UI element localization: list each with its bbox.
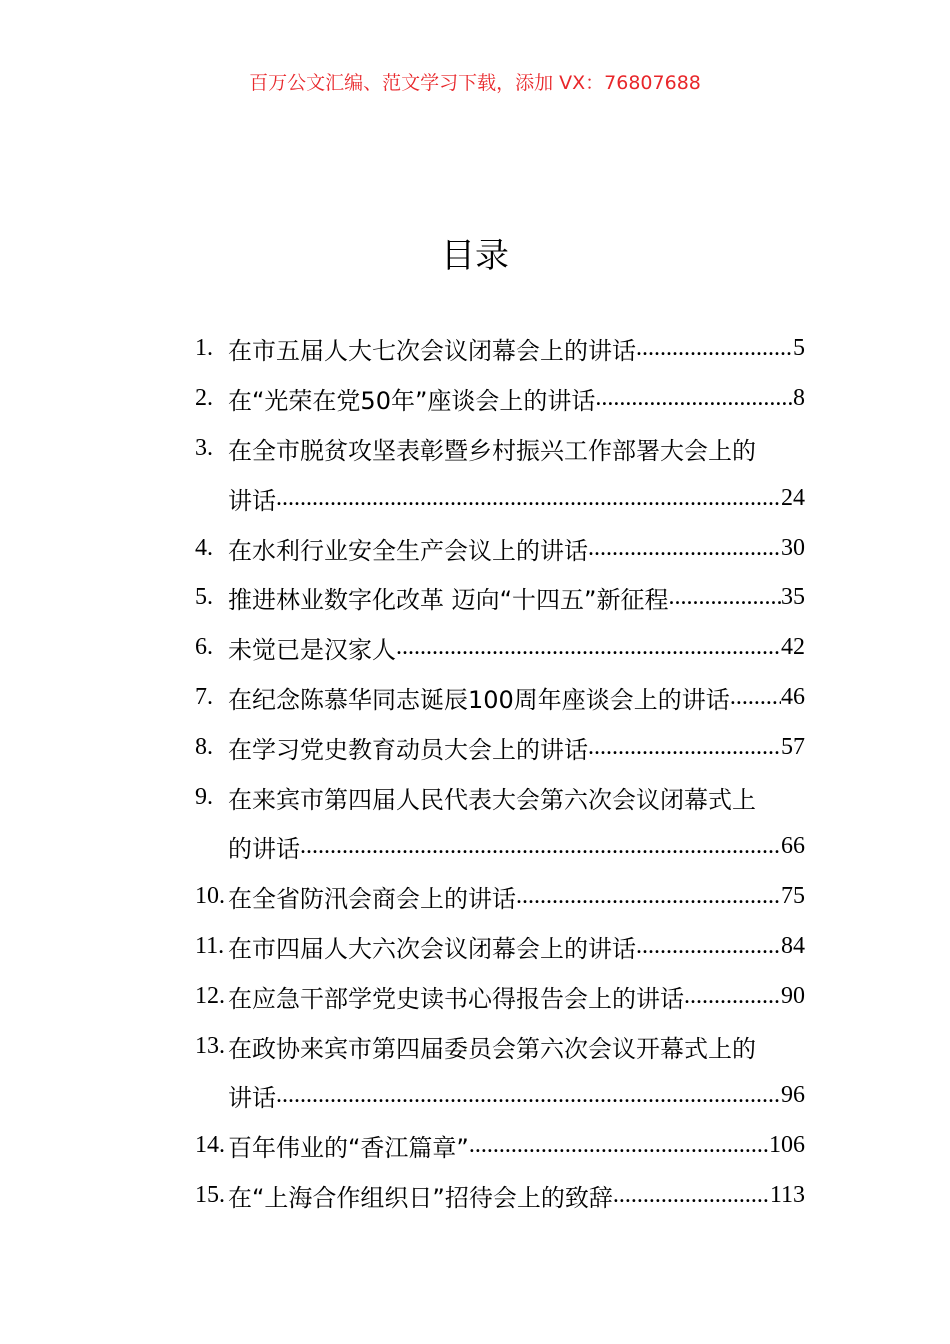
toc-leader-dots [669, 584, 782, 611]
toc-entry-title: 在市五届人大七次会议闭幕会上的讲话 [228, 337, 636, 366]
toc-leader-dots [588, 734, 781, 761]
toc-entry-page: 106 [769, 1132, 805, 1159]
toc-entry-page: 46 [781, 683, 805, 710]
toc-entry-number: 9. [195, 783, 213, 810]
toc-entry-page: 90 [781, 982, 805, 1009]
toc-entry[interactable] [195, 872, 805, 922]
toc-leader-dots [516, 883, 781, 910]
toc-entry-number: 14. [195, 1132, 225, 1159]
toc-entry-title: 讲话 [228, 486, 276, 515]
toc-entry-number: 6. [195, 634, 213, 661]
toc-entry-title: 在“光荣在党50年”座谈会上的讲话 [228, 387, 596, 416]
toc-entry-title: 在市四届人大六次会议闭幕会上的讲话 [228, 934, 636, 963]
toc-entry-number: 12. [195, 982, 225, 1009]
toc-leader-dots [636, 335, 793, 362]
watermark-header: 百万公文汇编、范文学习下载，添加 VX：76807688 [249, 72, 701, 94]
toc-entry[interactable] [195, 822, 805, 872]
toc-entry[interactable] [195, 374, 805, 424]
toc-leader-dots [613, 1182, 770, 1209]
table-of-contents [195, 324, 805, 1220]
toc-entry[interactable] [195, 971, 805, 1021]
toc-entry-title: 在学习党史教育动员大会上的讲话 [228, 735, 588, 764]
toc-entry-title: 百年伟业的“香江篇章” [228, 1134, 469, 1163]
toc-entry-page: 5 [793, 335, 805, 362]
toc-leader-dots [396, 634, 781, 661]
toc-entry-title: 在来宾市第四届人民代表大会第六次会议闭幕式上 [228, 785, 756, 814]
toc-entry[interactable] [195, 1171, 805, 1221]
toc-entry[interactable] [195, 1121, 805, 1171]
toc-entry-title: 在政协来宾市第四届委员会第六次会议开幕式上的 [228, 1034, 756, 1063]
toc-entry-page: 96 [781, 1082, 805, 1109]
toc-entry-page: 66 [781, 833, 805, 860]
toc-leader-dots [276, 1082, 781, 1109]
toc-entry-page: 113 [769, 1181, 805, 1208]
toc-entry-title: 的讲话 [228, 835, 300, 864]
toc-entry[interactable] [195, 722, 805, 772]
toc-entry-number: 8. [195, 733, 213, 760]
toc-entry[interactable] [195, 523, 805, 573]
toc-entry-title: 在“上海合作组织日”招待会上的致辞 [228, 1183, 613, 1212]
toc-leader-dots [276, 485, 781, 512]
toc-entry-page: 75 [781, 883, 805, 910]
toc-entry-title: 在纪念陈慕华同志诞辰100周年座谈会上的讲话 [228, 685, 730, 714]
toc-entry-title: 在全市脱贫攻坚表彰暨乡村振兴工作部署大会上的 [228, 436, 756, 465]
toc-entry[interactable] [195, 922, 805, 972]
toc-entry-page: 57 [781, 733, 805, 760]
toc-entry-number: 13. [195, 1032, 225, 1059]
toc-entry-page: 84 [781, 932, 805, 959]
toc-entry[interactable] [195, 1021, 805, 1071]
toc-entry[interactable] [195, 772, 805, 822]
toc-entry-number: 1. [195, 335, 213, 362]
page-title: 目录 [441, 236, 509, 276]
toc-entry-page: 42 [781, 634, 805, 661]
toc-entry-number: 7. [195, 683, 213, 710]
toc-entry-number: 3. [195, 434, 213, 461]
toc-entry-title: 在应急干部学党史读书心得报告会上的讲话 [228, 984, 684, 1013]
toc-leader-dots [684, 983, 781, 1010]
toc-entry-number: 11. [195, 932, 225, 959]
toc-entry-title: 未觉已是汉家人 [228, 636, 396, 665]
toc-leader-dots [300, 833, 781, 860]
toc-entry[interactable] [195, 424, 805, 474]
toc-leader-dots [469, 1132, 769, 1159]
toc-leader-dots [588, 535, 781, 562]
toc-entry[interactable] [195, 623, 805, 673]
toc-entry[interactable] [195, 473, 805, 523]
toc-entry-page: 30 [781, 534, 805, 561]
toc-entry-page: 24 [781, 484, 805, 511]
toc-leader-dots [730, 684, 781, 711]
toc-leader-dots [636, 933, 781, 960]
toc-entry-page: 8 [793, 385, 805, 412]
toc-entry-number: 2. [195, 385, 213, 412]
toc-entry-title: 在水利行业安全生产会议上的讲话 [228, 536, 588, 565]
toc-entry[interactable] [195, 673, 805, 723]
toc-entry-number: 5. [195, 584, 213, 611]
toc-leader-dots [595, 385, 793, 412]
toc-entry-title: 推进林业数字化改革 迈向“十四五”新征程 [228, 586, 669, 615]
toc-entry[interactable] [195, 573, 805, 623]
toc-entry-number: 10. [195, 883, 225, 910]
toc-entry[interactable] [195, 324, 805, 374]
toc-entry-number: 15. [195, 1181, 225, 1208]
toc-entry-page: 35 [781, 584, 805, 611]
toc-entry-number: 4. [195, 534, 213, 561]
toc-entry-title: 在全省防汛会商会上的讲话 [228, 885, 516, 914]
toc-entry-title: 讲话 [228, 1084, 276, 1113]
toc-entry[interactable] [195, 1071, 805, 1121]
